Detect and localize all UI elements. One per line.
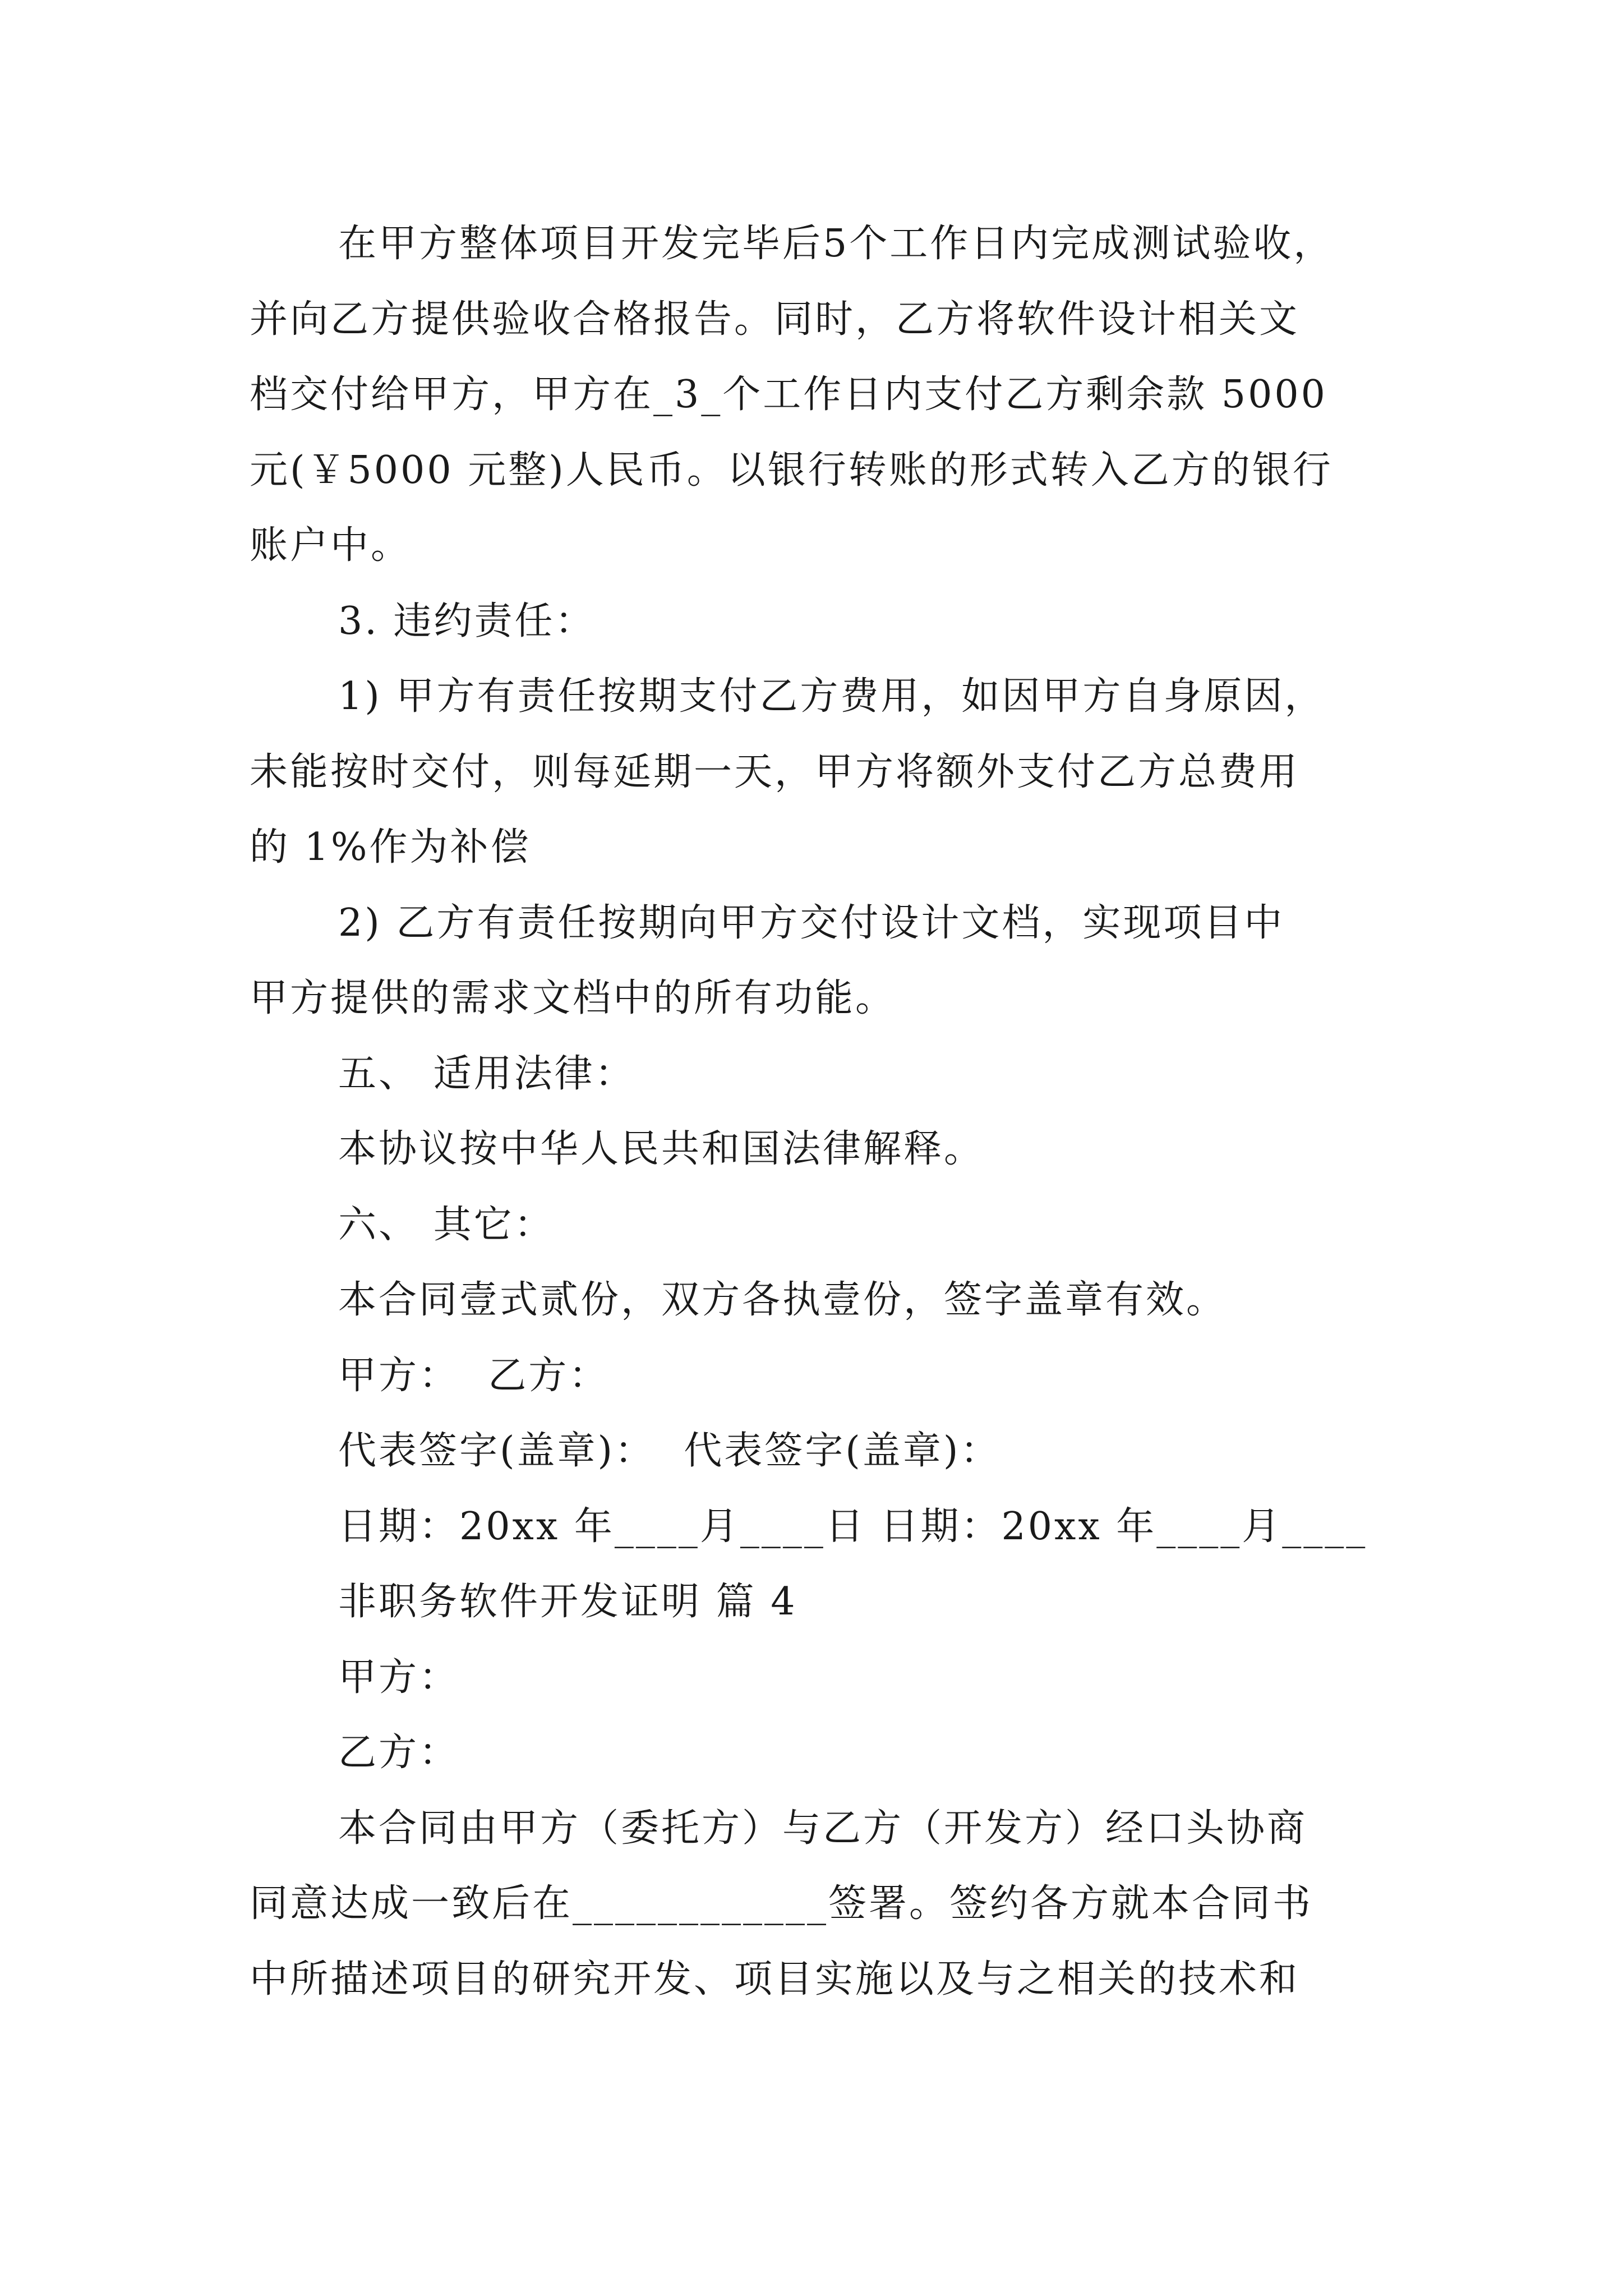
signature-parties: 甲方： 乙方： <box>338 1353 610 1398</box>
paragraph-line: 本合同壹式贰份，双方各执壹份，签字盖章有效。 <box>338 1278 1227 1322</box>
party-b-label: 乙方： <box>338 1731 460 1775</box>
party-a-label: 甲方： <box>338 1655 460 1700</box>
section-heading: 五、 适用法律： <box>338 1051 635 1096</box>
document-title: 非职务软件开发证明 篇 4 <box>338 1580 797 1624</box>
paragraph-line: 本协议按中华人民共和国法律解释。 <box>338 1127 985 1171</box>
section-heading: 六、 其它： <box>338 1202 555 1247</box>
signature-dates: 日期：20xx 年____月____日 日期：20xx 年____月____ <box>338 1504 1368 1549</box>
paragraph-line: 账户中。 <box>250 523 412 568</box>
paragraph-line: 在甲方整体项目开发完毕后5个工作日内完成测试验收， <box>338 222 1334 266</box>
paragraph-line: 甲方提供的需求文档中的所有功能。 <box>250 976 896 1020</box>
paragraph-line: 同意达成一致后在____________签署。签约各方就本合同书 <box>250 1881 1313 1926</box>
paragraph-line: 本合同由甲方（委托方）与乙方（开发方）经口头协商 <box>338 1806 1308 1851</box>
paragraph-line: 中所描述项目的研究开发、项目实施以及与之相关的技术和 <box>250 1957 1300 2001</box>
paragraph-line: 元(￥5000 元整)人民币。以银行转账的形式转入乙方的银行 <box>250 448 1333 493</box>
signature-representatives: 代表签字(盖章)： 代表签字(盖章)： <box>338 1429 1001 1473</box>
section-heading: 3. 违约责任： <box>338 599 596 643</box>
document-body <box>250 206 1394 2017</box>
paragraph-line: 1) 甲方有责任按期支付乙方费用，如因甲方自身原因， <box>338 674 1325 719</box>
paragraph-line: 未能按时交付，则每延期一天，甲方将额外支付乙方总费用 <box>250 749 1300 794</box>
paragraph-line: 2) 乙方有责任按期向甲方交付设计文档，实现项目中 <box>338 900 1285 945</box>
paragraph-line: 的 1%作为补偿 <box>250 825 531 869</box>
paragraph-line: 档交付给甲方，甲方在_3_个工作日内支付乙方剩余款 5000 <box>250 372 1327 417</box>
paragraph-line: 并向乙方提供验收合格报告。同时，乙方将软件设计相关文 <box>250 297 1300 342</box>
